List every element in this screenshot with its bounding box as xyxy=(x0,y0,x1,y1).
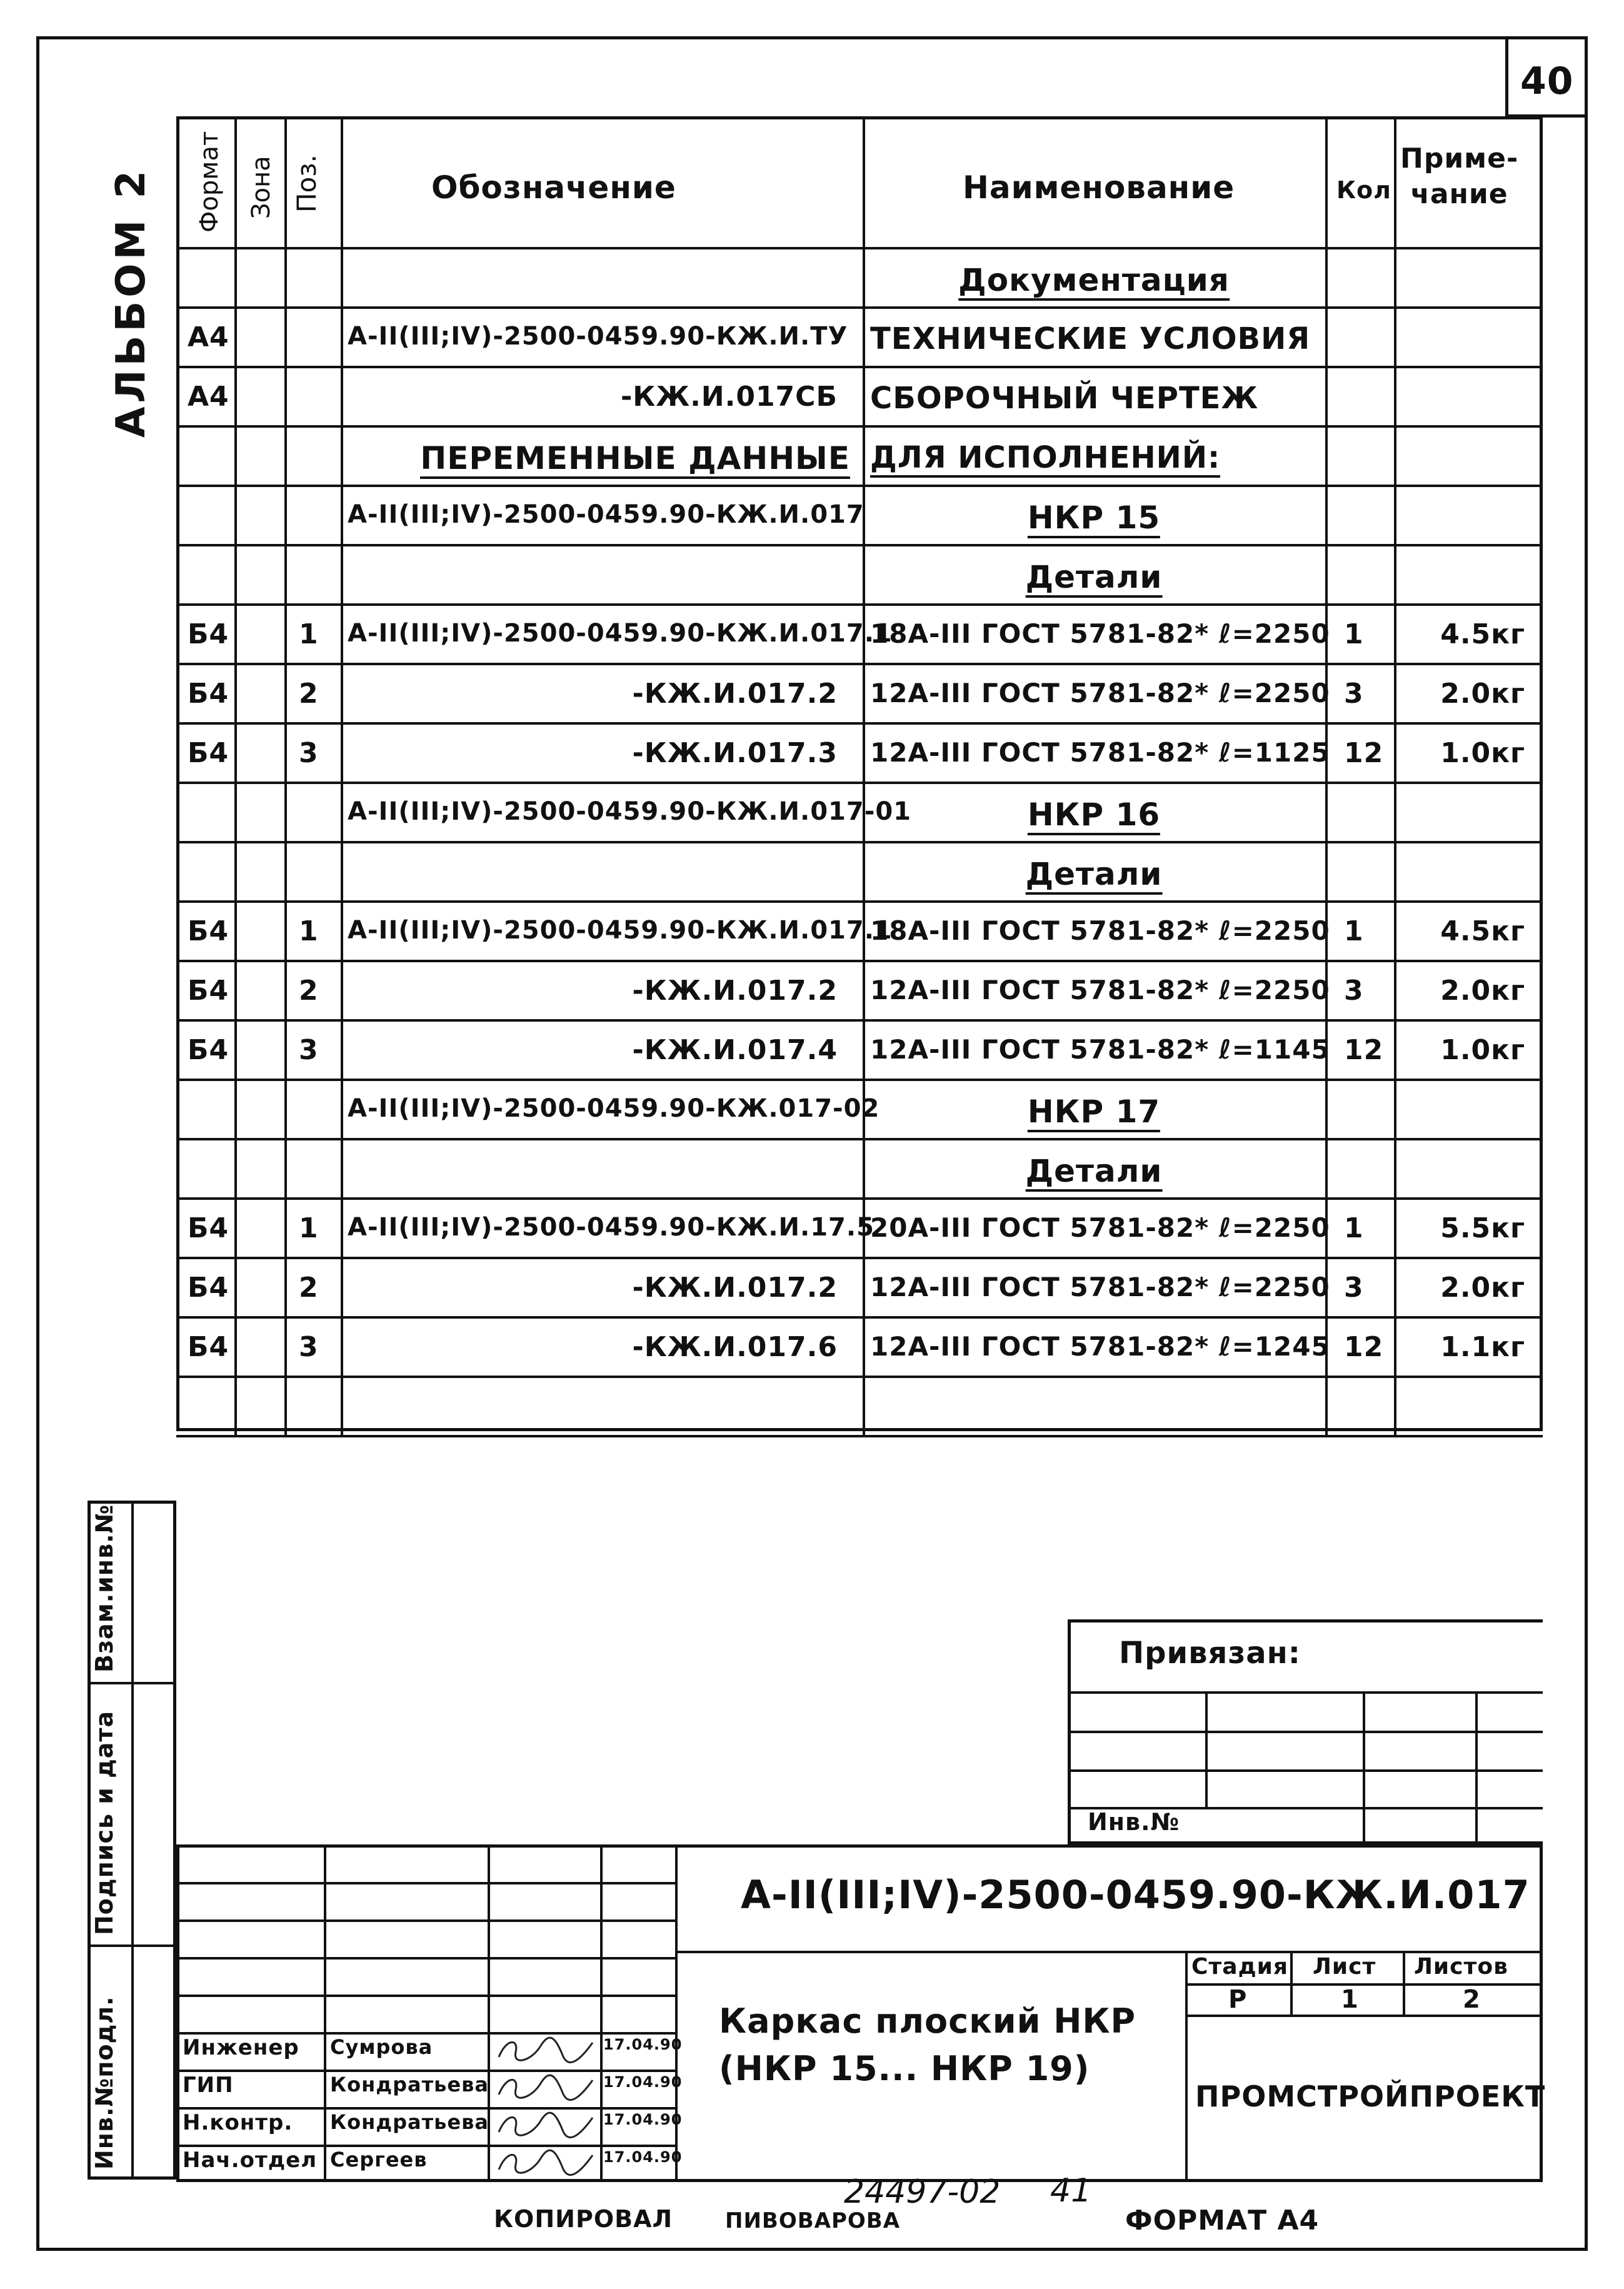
staff-name: Кондратьева xyxy=(330,2110,489,2134)
row-designation: А-II(III;IV)-2500-0459.90-КЖ.И.017-01 xyxy=(348,797,911,826)
row-note: 5.5кг xyxy=(1440,1212,1525,1244)
row-name: ТЕХНИЧЕСКИЕ УСЛОВИЯ xyxy=(870,321,1311,356)
row-note: 2.0кг xyxy=(1440,975,1525,1007)
sheets-label: Листов xyxy=(1414,1954,1508,1980)
row-designation: -КЖ.И.017.3 xyxy=(632,737,838,769)
row-name: Детали xyxy=(1026,858,1163,895)
row-qty: 12 xyxy=(1344,1331,1384,1363)
staff-date: 17.04.90 xyxy=(603,2073,683,2091)
row-name: 18А-III ГОСТ 5781-82* ℓ=2250 xyxy=(870,915,1330,946)
header-designation: Обозначение xyxy=(431,169,676,206)
staff-name: Сумрова xyxy=(330,2035,433,2059)
header-pos: Поз. xyxy=(291,154,322,213)
row-designation: -КЖ.И.017.6 xyxy=(632,1331,838,1363)
row-pos: 3 xyxy=(299,1331,319,1363)
binding-title: Привязан: xyxy=(1119,1636,1301,1671)
staff-date: 17.04.90 xyxy=(603,2148,683,2166)
row-name: 12А-III ГОСТ 5781-82* ℓ=2250 xyxy=(870,678,1330,708)
row-format: Б4 xyxy=(188,618,229,650)
staff-date: 17.04.90 xyxy=(603,2036,683,2053)
row-note: 2.0кг xyxy=(1440,678,1525,710)
row-format: Б4 xyxy=(188,1034,229,1066)
row-pos: 3 xyxy=(299,1034,319,1066)
row-designation: -КЖ.И.017СБ xyxy=(620,381,838,413)
sheets-value: 2 xyxy=(1463,1985,1481,2014)
staff-name: Кондратьева xyxy=(330,2073,489,2096)
footer-number2: 41 xyxy=(1050,2172,1092,2210)
footer-copied-by: ПИВОВАРОВА xyxy=(725,2208,901,2233)
side-inv-orig: Инв.№подл. xyxy=(91,1996,118,2170)
row-qty: 1 xyxy=(1344,618,1364,650)
sheet-value: 1 xyxy=(1341,1985,1359,2014)
row-pos: 1 xyxy=(299,915,319,947)
row-note: 4.5кг xyxy=(1440,915,1525,947)
row-designation: А-II(III;IV)-2500-0459.90-КЖ.И.017.1 xyxy=(348,619,893,648)
row-name: 20А-III ГОСТ 5781-82* ℓ=2250 xyxy=(870,1212,1330,1243)
footer-copied-label: КОПИРОВАЛ xyxy=(494,2205,673,2233)
row-format: А4 xyxy=(188,381,229,413)
organization: ПРОМСТРОЙПРОЕКТ xyxy=(1195,2080,1546,2113)
staff-role: Инженер xyxy=(183,2035,299,2060)
sheet-label: Лист xyxy=(1313,1954,1376,1980)
row-name: НКР 15 xyxy=(1028,502,1160,538)
row-name: НКР 17 xyxy=(1028,1096,1160,1132)
row-name: Детали xyxy=(1026,561,1163,598)
staff-role: Нач.отдел xyxy=(183,2148,318,2173)
header-format: Формат xyxy=(195,131,224,233)
row-name: НКР 16 xyxy=(1028,799,1160,835)
row-designation: -КЖ.И.017.2 xyxy=(632,1272,838,1304)
row-pos: 2 xyxy=(299,678,319,710)
staff-signature xyxy=(494,2071,597,2108)
row-name: СБОРОЧНЫЙ ЧЕРТЕЖ xyxy=(870,381,1259,416)
row-name: 18А-III ГОСТ 5781-82* ℓ=2250 xyxy=(870,618,1330,649)
row-name: Документация xyxy=(958,264,1230,301)
stage-value: Р xyxy=(1228,1985,1248,2014)
row-designation: А-II(III;IV)-2500-0459.90-КЖ.017-02 xyxy=(348,1094,880,1123)
row-qty: 12 xyxy=(1344,737,1384,769)
row-note: 4.5кг xyxy=(1440,618,1525,650)
row-designation: -КЖ.И.017.2 xyxy=(632,678,838,710)
row-note: 1.1кг xyxy=(1440,1331,1525,1363)
row-pos: 1 xyxy=(299,618,319,650)
staff-role: Н.контр. xyxy=(183,2110,293,2135)
row-qty: 3 xyxy=(1344,678,1364,710)
row-pos: 2 xyxy=(299,1272,319,1304)
row-format: Б4 xyxy=(188,678,229,710)
row-name: 12А-III ГОСТ 5781-82* ℓ=1125 xyxy=(870,737,1330,768)
staff-role: ГИП xyxy=(183,2073,234,2098)
row-qty: 3 xyxy=(1344,1272,1364,1304)
object-name: Каркас плоский НКР (НКР 15... НКР 19) xyxy=(719,2001,1136,2088)
title-code: А-II(III;IV)-2500-0459.90-КЖ.И.017 xyxy=(741,1872,1530,1918)
row-note: 2.0кг xyxy=(1440,1272,1525,1304)
row-designation: А-II(III;IV)-2500-0459.90-КЖ.И.ТУ xyxy=(348,322,848,351)
stage-label: Стадия xyxy=(1191,1954,1288,1980)
row-qty: 3 xyxy=(1344,975,1364,1007)
row-name: 12А-III ГОСТ 5781-82* ℓ=1145 xyxy=(870,1034,1330,1065)
row-note: 1.0кг xyxy=(1440,1034,1525,1066)
binding-inv: Инв.№ xyxy=(1088,1808,1180,1836)
row-pos: 2 xyxy=(299,975,319,1007)
footer-number: 24497-02 xyxy=(844,2173,1001,2211)
staff-signature xyxy=(494,2108,597,2145)
row-qty: 12 xyxy=(1344,1034,1384,1066)
row-format: А4 xyxy=(188,321,229,353)
row-note: 1.0кг xyxy=(1440,737,1525,769)
header-qty: Кол xyxy=(1336,176,1391,204)
row-format: Б4 xyxy=(188,915,229,947)
row-designation: А-II(III;IV)-2500-0459.90-КЖ.И.017.1 xyxy=(348,916,893,945)
row-format: Б4 xyxy=(188,737,229,769)
row-name: 12А-III ГОСТ 5781-82* ℓ=2250 xyxy=(870,975,1330,1005)
staff-date: 17.04.90 xyxy=(603,2111,683,2128)
row-format: Б4 xyxy=(188,1212,229,1244)
row-format: Б4 xyxy=(188,1272,229,1304)
row-qty: 1 xyxy=(1344,1212,1364,1244)
row-pos: 1 xyxy=(299,1212,319,1244)
footer-format: ФОРМАТ А4 xyxy=(1125,2205,1320,2236)
row-name: 12А-III ГОСТ 5781-82* ℓ=1245 xyxy=(870,1331,1330,1362)
row-pos: 3 xyxy=(299,737,319,769)
row-format: Б4 xyxy=(188,975,229,1007)
row-designation: -КЖ.И.017.4 xyxy=(632,1034,838,1066)
staff-signature xyxy=(494,2146,597,2183)
row-name: Детали xyxy=(1026,1155,1163,1192)
header-zone: Зона xyxy=(247,156,276,219)
row-name: 12А-III ГОСТ 5781-82* ℓ=2250 xyxy=(870,1272,1330,1302)
album-label: АЛЬБОМ 2 xyxy=(108,166,154,438)
row-qty: 1 xyxy=(1344,915,1364,947)
side-sign-date: Подпись и дата xyxy=(91,1710,118,1935)
row-designation: -КЖ.И.017.2 xyxy=(632,975,838,1007)
row-name: ДЛЯ ИСПОЛНЕНИЙ: xyxy=(870,443,1220,478)
side-swap-inv: Взам.инв.№ xyxy=(91,1504,118,1673)
row-designation: ПЕРЕМЕННЫЕ ДАННЫЕ xyxy=(420,443,850,479)
staff-name: Сергеев xyxy=(330,2148,428,2171)
page-number: 40 xyxy=(1520,59,1574,103)
row-format: Б4 xyxy=(188,1331,229,1363)
staff-signature xyxy=(494,2033,597,2070)
header-name: Наименование xyxy=(963,169,1235,206)
row-designation: А-II(III;IV)-2500-0459.90-КЖ.И.17.5 xyxy=(348,1213,875,1242)
row-designation: А-II(III;IV)-2500-0459.90-КЖ.И.017 xyxy=(348,500,865,529)
header-note: Приме- чание xyxy=(1400,143,1519,211)
